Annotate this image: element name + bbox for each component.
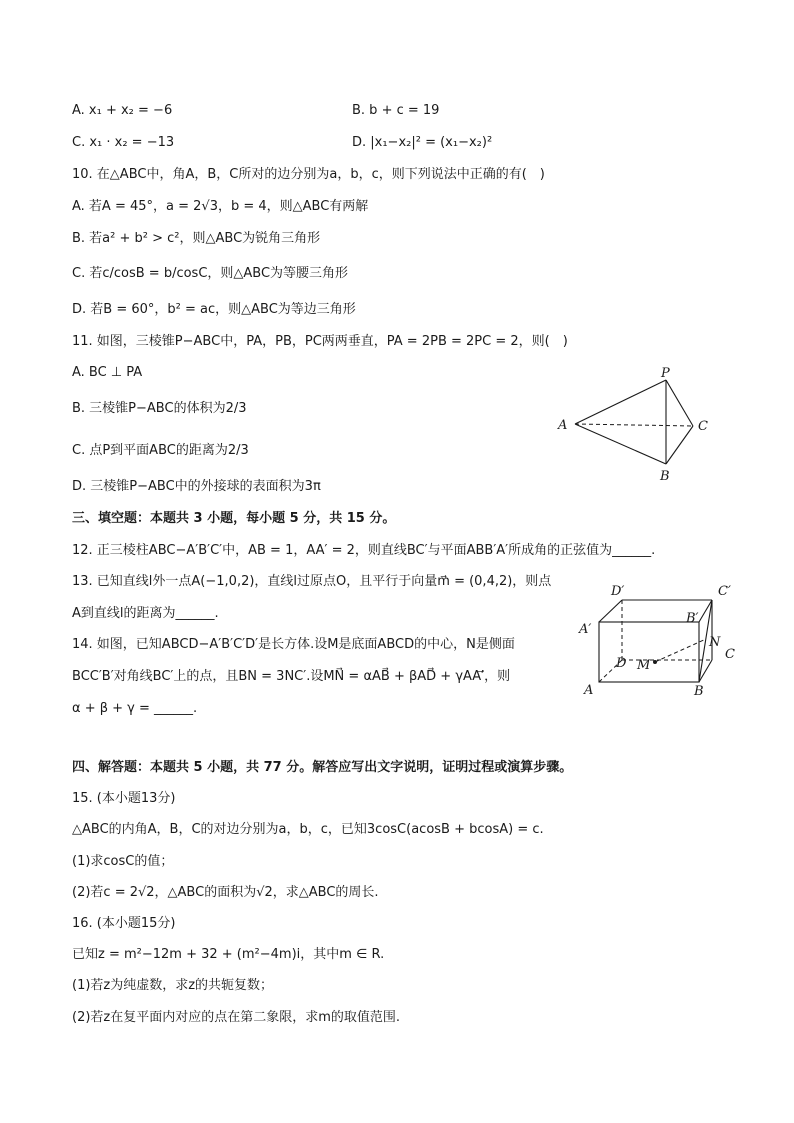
label-p: P [661, 366, 670, 381]
label-b: B [660, 469, 670, 484]
label-b1: B′ [686, 611, 699, 626]
q15-part2: (2)若c = 2√2，△ABC的面积为√2，求△ABC的周长. [72, 885, 379, 900]
cuboid-figure [575, 578, 745, 700]
q10-option-a: A. 若A = 45°，a = 2√3，b = 4，则△ABC有两解 [72, 199, 369, 214]
q12-stem: 12. 正三棱柱ABC−A′B′C′中，AB = 1，AA′ = 2，则直线BC′与平面ABB′A′所成角的正弦值为______. [72, 543, 656, 558]
label-n: N [709, 635, 721, 650]
q11-option-c: C. 点P到平面ABC的距离为2/3 [72, 443, 249, 458]
q10-stem: 10. 在△ABC中，角A，B，C所对的边分别为a，b，c，则下列说法中正确的有( ) [72, 167, 545, 182]
q11-stem: 11. 如图，三棱锥P−ABC中，PA，PB，PC两两垂直，PA = 2PB = 2PC = 2，则( ) [72, 334, 568, 349]
q13-line1: 13. 已知直线l外一点A(−1,0,2)，直线l过原点O，且平行于向量m⃗ = (0,4,2)，则点 [72, 574, 552, 589]
section-3-heading: 三、填空题：本题共 3 小题，每小题 5 分，共 15 分。 [72, 511, 396, 526]
q14-line1: 14. 如图，已知ABCD−A′B′C′D′是长方体.设M是底面ABCD的中心，N是侧面 [72, 637, 515, 652]
label-c: C [698, 419, 708, 434]
q15-title: 15. (本小题13分) [72, 791, 176, 806]
label-a: A [558, 418, 568, 433]
q16-title: 16. (本小题15分) [72, 916, 176, 931]
label-a1: A′ [579, 622, 592, 637]
q16-part1: (1)若z为纯虚数，求z的共轭复数； [72, 978, 274, 993]
q13-line2: A到直线l的距离为______. [72, 606, 219, 621]
q15-part1: (1)求cosC的值； [72, 854, 174, 869]
label-d1: D′ [611, 584, 625, 599]
q11-option-d: D. 三棱锥P−ABC中的外接球的表面积为3π [72, 479, 321, 494]
label-a: A [584, 683, 594, 698]
q9-option-a: A. x₁ + x₂ = −6 [72, 103, 173, 118]
q9-option-b: B. b + c = 19 [352, 103, 440, 118]
label-c1: C′ [718, 584, 731, 599]
q10-option-d: D. 若B = 60°，b² = ac，则△ABC为等边三角形 [72, 302, 356, 317]
section-4-heading: 四、解答题：本题共 5 小题，共 77 分。解答应写出文字说明，证明过程或演算步骤。 [72, 760, 573, 775]
q16-part2: (2)若z在复平面内对应的点在第二象限，求m的取值范围. [72, 1010, 401, 1025]
label-b: B [694, 684, 704, 699]
q9-option-d: D. |x₁−x₂|² = (x₁−x₂)² [352, 135, 493, 150]
q14-line2: BCC′B′对角线BC′上的点，且BN = 3NC′.设MN⃗ = αAB⃗ + βAD⃗ + γAA′⃗，则 [72, 669, 511, 684]
q11-option-b: B. 三棱锥P−ABC的体积为2/3 [72, 401, 247, 416]
q10-option-c: C. 若c/cosB = b/cosC，则△ABC为等腰三角形 [72, 266, 349, 281]
label-c: C [725, 647, 735, 662]
q15-stem: △ABC的内角A，B，C的对边分别为a，b，c，已知3cosC(acosB + bcosA) = c. [72, 822, 544, 837]
label-m: M [637, 658, 651, 673]
q11-option-a: A. BC ⊥ PA [72, 365, 143, 380]
pyramid-figure [555, 364, 715, 486]
q14-line3: α + β + γ = ______. [72, 701, 198, 716]
q16-stem: 已知z = m²−12m + 32 + (m²−4m)i，其中m ∈ R. [72, 947, 385, 962]
label-d: D [616, 656, 627, 671]
q9-option-c: C. x₁ · x₂ = −13 [72, 135, 175, 150]
q10-option-b: B. 若a² + b² > c²，则△ABC为锐角三角形 [72, 231, 321, 246]
